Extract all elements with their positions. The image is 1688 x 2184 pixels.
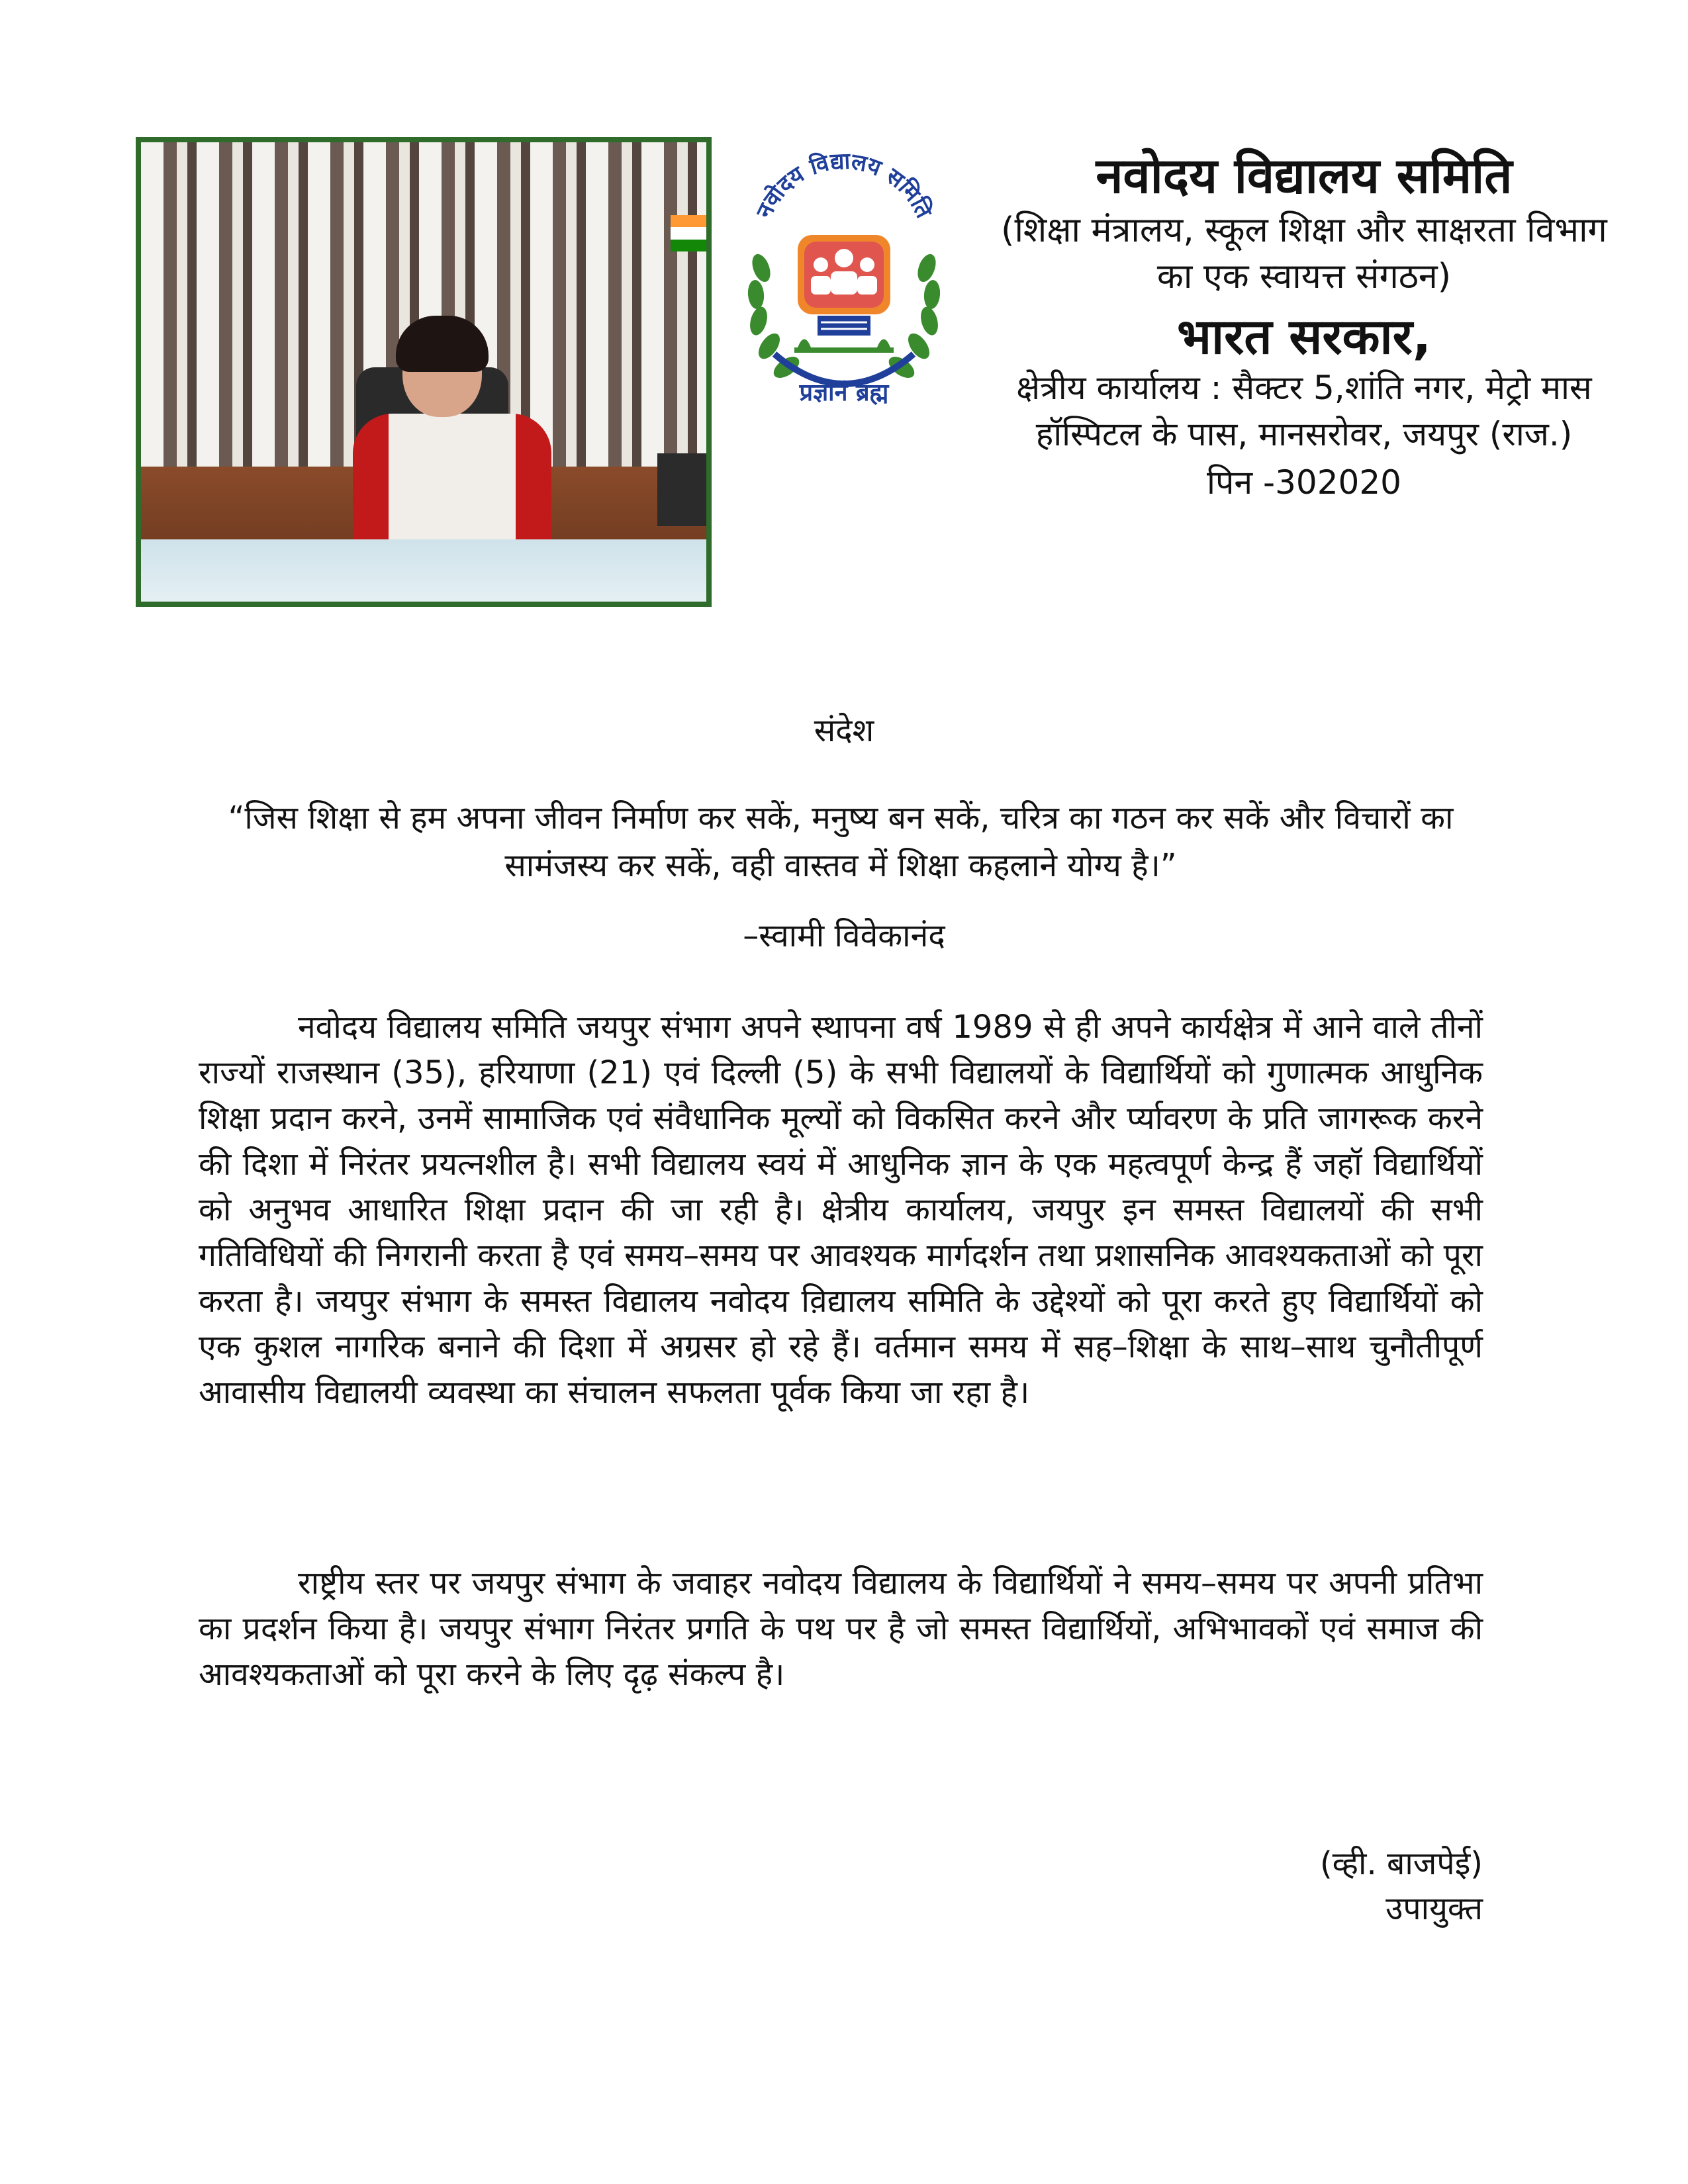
quote-author: –स्वामी विवेकानंद <box>743 917 945 954</box>
body-paragraph-1: नवोदय विद्यालय समिति जयपुर संभाग अपने स्थापना वर्ष 1989 से ही अपने कार्यक्षेत्र में आने वाले तीनों राज्यों राजस्थान (35), हरियाणा (21) एवं दिल्ली (5) के सभी विद्यालयों के विद्यार्थियों को गुणात्मक आधुनिक शिक्षा प्रदान करने, उनमें सामाजिक एवं संवैधानिक मूल्यों को विकसित करने और र्प्यावरण के प्रति जागरूक करने की दिशा में निरंतर प्रयत्नशील है। सभी विद्यालय स्वयं में आधुनिक ज्ञान के एक महत्वपूर्ण केन्द्र हैं जहॉ विद्यार्थियों को अनुभव आधारित शिक्षा प्रदान की जा रही है। क्षेत्रीय कार्यालय, जयपुर इन समस्त विद्यालयों की सभी गतिविधियों की निगरानी करता है एवं समय–समय पर आवश्यक मार्गदर्शन तथा प्रशासनिक आवश्यकताओं को पूरा करता है। जयपुर संभाग के समस्त विद्यालय नवोदय व़िद्यालय समिति के उद्देश्यों को पूरा करते हुए विद्यार्थियों को एक कुशल नागरिक बनाने की दिशा में अग्रसर हो रहे हैं। वर्तमान समय में सह–शिक्षा के साथ–साथ चुनौतीपूर्ण आवासीय विद्यालयी व्यवस्था का संचालन सफलता पूर्वक किया जा रहा है। <box>199 1009 1483 1411</box>
svg-text:नवोदय विद्यालय समिति: नवोदय विद्यालय समिति <box>751 148 937 222</box>
pin-code: पिन -302020 <box>1207 463 1401 502</box>
ministry-line-2: का एक स्वायत्त संगठन) <box>1156 257 1452 296</box>
nvs-emblem-logo <box>735 136 953 427</box>
svg-text:प्रज्ञानं ब्रह्म: प्रज्ञानं ब्रह्म <box>799 379 889 406</box>
address-line-1: क्षेत्रीय कार्यालय : सैक्टर 5,शांति नगर, मेट्रो मास <box>1016 369 1592 407</box>
message-heading: संदेश <box>814 712 874 749</box>
monitor <box>657 453 712 526</box>
desk <box>141 539 706 607</box>
officer-photo <box>136 137 712 607</box>
government-title: भारत सरकार, <box>1176 308 1432 365</box>
address-line-2: हॉस्पिटल के पास, मानसरोवर, जयपुर (राज.) <box>1035 415 1573 453</box>
signatory-name: (व्ही. बाजपेई) <box>1319 1845 1483 1882</box>
signatory-designation: उपायुक्त <box>1385 1890 1483 1927</box>
quote-text: “जिस शिक्षा से हम अपना जीवन निर्माण कर सकें, मनुष्य बन सकें, चरित्र का गठन कर सकें और विचारों का सामंजस्य कर सकें, वही वास्तव में शिक्षा कहलाने योग्य है।” <box>228 799 1454 884</box>
body-paragraph-2: राष्ट्रीय स्तर पर जयपुर संभाग के जवाहर नवोदय विद्यालय के विद्यार्थियों ने समय–समय पर अपनी प्रतिभा का प्रदर्शन किया है। जयपुर संभाग निरंतर प्रगति के पथ पर है जो समस्त विद्यार्थियों, अभिभावकों एवं समाज की आवश्यकताओं को पूरा करने के लिए दृढ़ संकल्प है। <box>199 1565 1483 1693</box>
indian-flag-icon <box>671 215 710 251</box>
organization-name: नवोदय विद्यालय समिति <box>1096 148 1513 205</box>
ministry-line-1: (शिक्षा मंत्रालय, स्कूल शिक्षा और साक्षरता विभाग <box>1001 210 1607 250</box>
